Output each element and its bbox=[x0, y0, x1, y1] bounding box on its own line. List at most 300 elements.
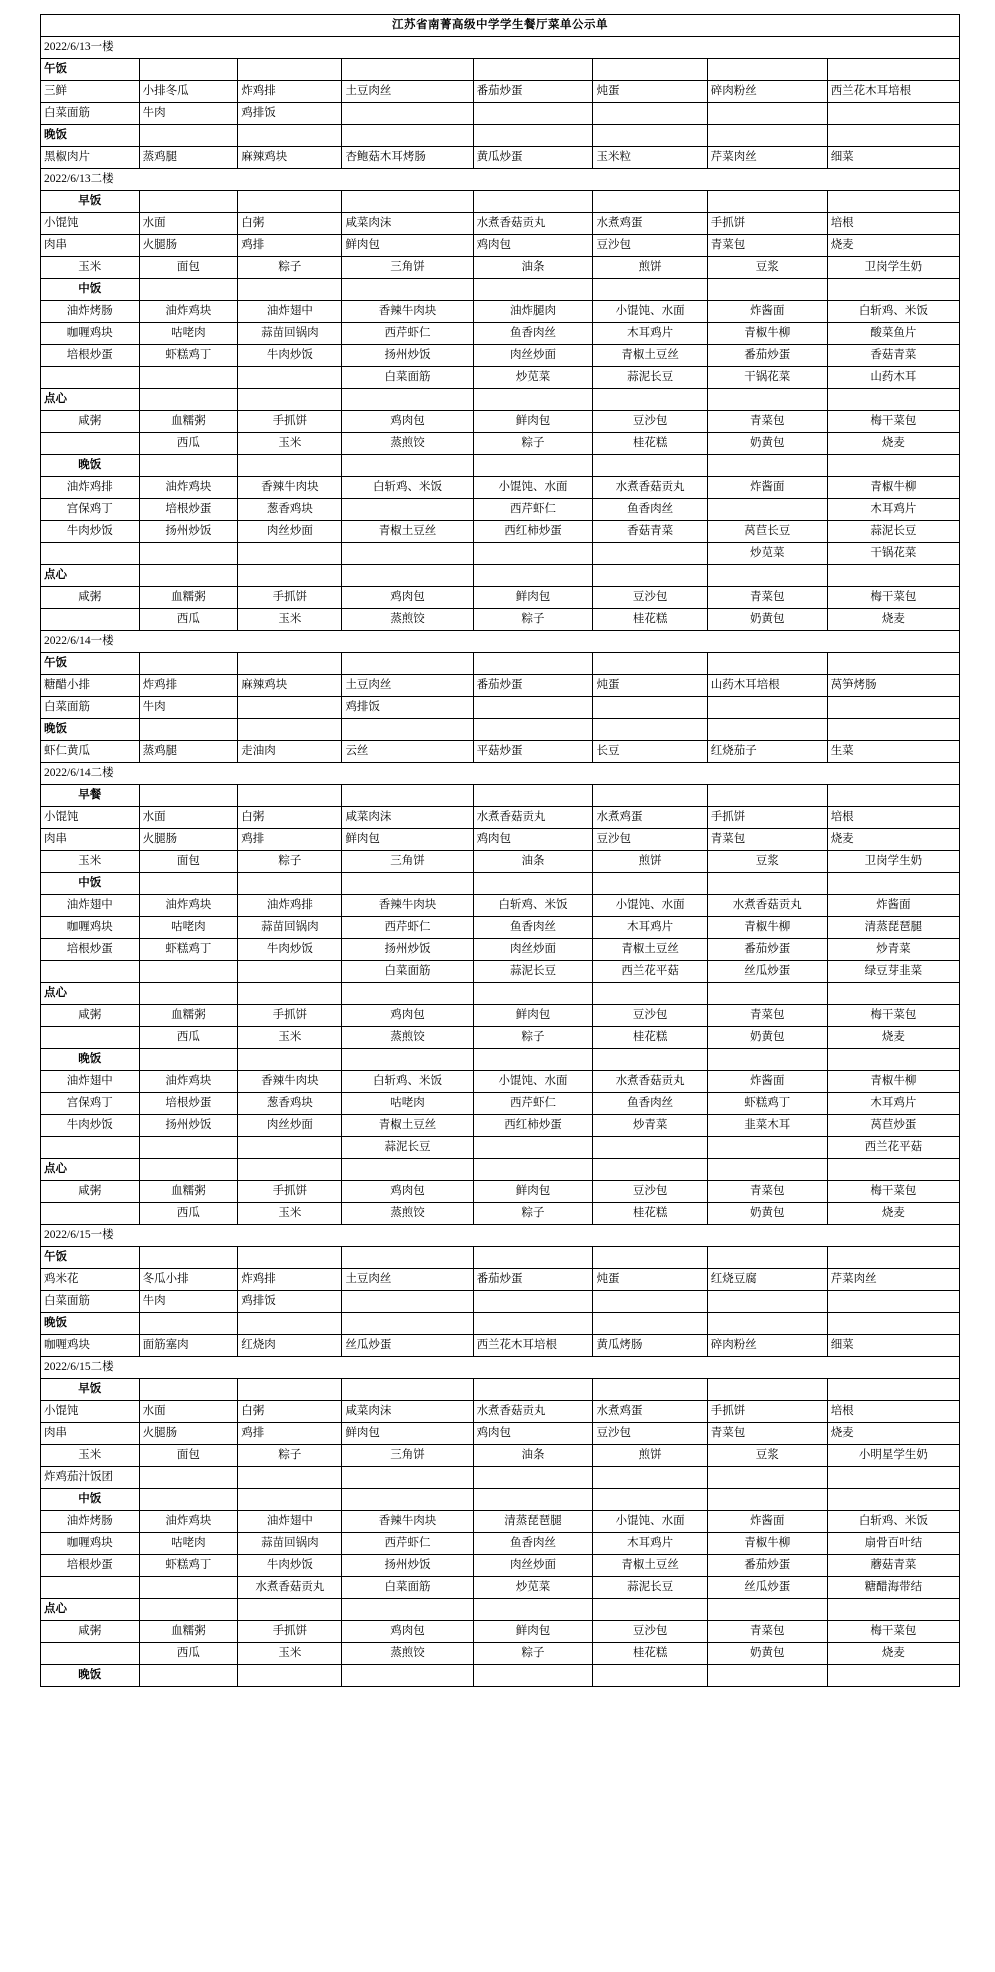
dish-cell: 玉米粒 bbox=[593, 147, 707, 169]
menu-row bbox=[41, 345, 960, 367]
dish-cell: 血糯粥 bbox=[139, 1181, 238, 1203]
empty-cell bbox=[593, 1379, 707, 1401]
dish-cell: 肉串 bbox=[41, 235, 140, 257]
dish-cell: 蒸煎饺 bbox=[342, 1203, 473, 1225]
dish-cell: 豆沙包 bbox=[593, 1005, 707, 1027]
menu-row bbox=[41, 323, 960, 345]
empty-cell bbox=[139, 785, 238, 807]
dish-cell: 红烧肉 bbox=[238, 1335, 342, 1357]
dish-cell: 手抓饼 bbox=[707, 1401, 827, 1423]
dish-cell: 粽子 bbox=[238, 1445, 342, 1467]
dish-cell: 桂花糕 bbox=[593, 433, 707, 455]
dish-cell: 水煮香菇贡丸 bbox=[473, 807, 593, 829]
menu-row bbox=[41, 697, 960, 719]
dish-cell: 炒苋菜 bbox=[707, 543, 827, 565]
menu-row bbox=[41, 609, 960, 631]
dish-cell: 炸酱面 bbox=[707, 301, 827, 323]
empty-cell bbox=[139, 455, 238, 477]
dish-cell: 油条 bbox=[473, 257, 593, 279]
dish-cell: 肉串 bbox=[41, 1423, 140, 1445]
dish-cell: 红烧豆腐 bbox=[707, 1269, 827, 1291]
dish-cell: 肉丝炒面 bbox=[473, 939, 593, 961]
empty-cell bbox=[593, 279, 707, 301]
dish-cell: 番茄炒蛋 bbox=[707, 1555, 827, 1577]
meal-label: 晚饭 bbox=[41, 1049, 140, 1071]
empty-cell bbox=[473, 1489, 593, 1511]
dish-cell: 红烧茄子 bbox=[707, 741, 827, 763]
dish-cell: 蒜苗回锅肉 bbox=[238, 323, 342, 345]
empty-cell bbox=[238, 455, 342, 477]
dish-cell: 西瓜 bbox=[139, 1027, 238, 1049]
dish-cell: 虾仁黄瓜 bbox=[41, 741, 140, 763]
dish-cell: 咸粥 bbox=[41, 1621, 140, 1643]
dish-cell: 咖喱鸡块 bbox=[41, 1335, 140, 1357]
dish-cell: 培根炒蛋 bbox=[41, 1555, 140, 1577]
empty-cell bbox=[139, 367, 238, 389]
dish-cell: 豆沙包 bbox=[593, 587, 707, 609]
dish-cell: 水煮香菇贡丸 bbox=[238, 1577, 342, 1599]
menu-row bbox=[41, 1423, 960, 1445]
dish-cell: 梅干菜包 bbox=[827, 1621, 959, 1643]
dish-cell: 鱼香肉丝 bbox=[593, 499, 707, 521]
empty-cell bbox=[707, 873, 827, 895]
meal-label: 早餐 bbox=[41, 785, 140, 807]
dish-cell: 蒜苗回锅肉 bbox=[238, 1533, 342, 1555]
dish-cell: 走油肉 bbox=[238, 741, 342, 763]
empty-cell bbox=[342, 1291, 473, 1313]
empty-cell bbox=[342, 1467, 473, 1489]
dish-cell: 青菜包 bbox=[707, 1423, 827, 1445]
menu-row bbox=[41, 499, 960, 521]
empty-cell bbox=[593, 873, 707, 895]
dish-cell: 奶黄包 bbox=[707, 433, 827, 455]
empty-cell bbox=[593, 1313, 707, 1335]
dish-cell: 煎饼 bbox=[593, 257, 707, 279]
dish-cell: 面包 bbox=[139, 851, 238, 873]
dish-cell: 蒜泥长豆 bbox=[593, 1577, 707, 1599]
empty-cell bbox=[139, 59, 238, 81]
dish-cell: 青椒牛柳 bbox=[827, 477, 959, 499]
dish-cell: 牛肉炒饭 bbox=[41, 521, 140, 543]
dish-cell: 梅干菜包 bbox=[827, 1005, 959, 1027]
dish-cell: 豆沙包 bbox=[593, 829, 707, 851]
dish-cell: 长豆 bbox=[593, 741, 707, 763]
dish-cell: 鸡肉包 bbox=[342, 1181, 473, 1203]
dish-cell: 豆浆 bbox=[707, 257, 827, 279]
meal-label: 早饭 bbox=[41, 191, 140, 213]
empty-cell bbox=[827, 565, 959, 587]
menu-row bbox=[41, 1027, 960, 1049]
dish-cell: 白粥 bbox=[238, 807, 342, 829]
empty-cell bbox=[827, 697, 959, 719]
dish-cell: 玉米 bbox=[41, 257, 140, 279]
empty-cell bbox=[593, 59, 707, 81]
dish-cell: 西兰花木耳培根 bbox=[827, 81, 959, 103]
meal-header-row bbox=[41, 873, 960, 895]
empty-cell bbox=[238, 697, 342, 719]
empty-cell bbox=[827, 279, 959, 301]
dish-cell: 咕咾肉 bbox=[139, 323, 238, 345]
empty-cell bbox=[238, 543, 342, 565]
menu-row bbox=[41, 213, 960, 235]
dish-cell: 白菜面筋 bbox=[342, 1577, 473, 1599]
empty-cell bbox=[593, 455, 707, 477]
dish-cell: 青椒土豆丝 bbox=[593, 345, 707, 367]
date-row bbox=[41, 1225, 960, 1247]
empty-cell bbox=[827, 1467, 959, 1489]
dish-cell: 蒜泥长豆 bbox=[827, 521, 959, 543]
menu-table bbox=[40, 14, 960, 1687]
dish-cell: 咸粥 bbox=[41, 1181, 140, 1203]
dish-cell: 手抓饼 bbox=[707, 807, 827, 829]
dish-cell: 番茄炒蛋 bbox=[707, 345, 827, 367]
empty-cell bbox=[238, 1247, 342, 1269]
dish-cell: 豆沙包 bbox=[593, 1423, 707, 1445]
dish-cell: 手抓饼 bbox=[238, 411, 342, 433]
empty-cell bbox=[238, 279, 342, 301]
empty-cell bbox=[707, 279, 827, 301]
dish-cell: 肉丝炒面 bbox=[238, 1115, 342, 1137]
empty-cell bbox=[707, 125, 827, 147]
dish-cell: 蒸煎饺 bbox=[342, 609, 473, 631]
empty-cell bbox=[342, 59, 473, 81]
empty-cell bbox=[593, 1489, 707, 1511]
dish-cell: 水面 bbox=[139, 807, 238, 829]
empty-cell bbox=[827, 103, 959, 125]
dish-cell: 桂花糕 bbox=[593, 609, 707, 631]
empty-cell bbox=[238, 961, 342, 983]
dish-cell: 油炸翅中 bbox=[41, 895, 140, 917]
empty-cell bbox=[41, 1643, 140, 1665]
dish-cell: 香辣牛肉块 bbox=[238, 477, 342, 499]
empty-cell bbox=[593, 719, 707, 741]
menu-row bbox=[41, 1555, 960, 1577]
date-row bbox=[41, 631, 960, 653]
empty-cell bbox=[342, 279, 473, 301]
empty-cell bbox=[342, 1599, 473, 1621]
empty-cell bbox=[139, 653, 238, 675]
dish-cell: 油炸翅中 bbox=[41, 1071, 140, 1093]
dish-cell: 平菇炒蛋 bbox=[473, 741, 593, 763]
empty-cell bbox=[473, 719, 593, 741]
dish-cell: 蒜泥长豆 bbox=[473, 961, 593, 983]
menu-row bbox=[41, 851, 960, 873]
meal-header-row bbox=[41, 653, 960, 675]
empty-cell bbox=[139, 1247, 238, 1269]
empty-cell bbox=[473, 59, 593, 81]
dish-cell: 炸鸡茄汁饭团 bbox=[41, 1467, 140, 1489]
dish-cell: 鸡排饭 bbox=[238, 103, 342, 125]
empty-cell bbox=[707, 455, 827, 477]
empty-cell bbox=[473, 1379, 593, 1401]
dish-cell: 鸡肉包 bbox=[342, 587, 473, 609]
empty-cell bbox=[41, 543, 140, 565]
dish-cell: 小馄饨、水面 bbox=[593, 895, 707, 917]
empty-cell bbox=[238, 1313, 342, 1335]
date-label: 2022/6/14二楼 bbox=[41, 763, 960, 785]
meal-header-row bbox=[41, 1159, 960, 1181]
dish-cell: 烧麦 bbox=[827, 609, 959, 631]
dish-cell: 油条 bbox=[473, 851, 593, 873]
dish-cell: 血糯粥 bbox=[139, 587, 238, 609]
date-row bbox=[41, 169, 960, 191]
empty-cell bbox=[827, 125, 959, 147]
dish-cell: 蒜泥长豆 bbox=[593, 367, 707, 389]
dish-cell: 牛肉 bbox=[139, 1291, 238, 1313]
dish-cell: 鸡肉包 bbox=[342, 1621, 473, 1643]
dish-cell: 西兰花平菇 bbox=[593, 961, 707, 983]
menu-row bbox=[41, 301, 960, 323]
dish-cell: 烧麦 bbox=[827, 1643, 959, 1665]
date-label: 2022/6/13二楼 bbox=[41, 169, 960, 191]
empty-cell bbox=[827, 455, 959, 477]
dish-cell: 油炸翅中 bbox=[238, 1511, 342, 1533]
dish-cell: 玉米 bbox=[238, 1027, 342, 1049]
dish-cell: 蒸鸡腿 bbox=[139, 741, 238, 763]
dish-cell: 宫保鸡丁 bbox=[41, 499, 140, 521]
empty-cell bbox=[238, 1467, 342, 1489]
dish-cell: 培根炒蛋 bbox=[41, 345, 140, 367]
empty-cell bbox=[342, 785, 473, 807]
dish-cell: 牛肉 bbox=[139, 697, 238, 719]
dish-cell: 三角饼 bbox=[342, 1445, 473, 1467]
dish-cell: 鲜肉包 bbox=[473, 587, 593, 609]
empty-cell bbox=[827, 59, 959, 81]
page-title: 江苏省南菁高级中学学生餐厅菜单公示单 bbox=[41, 15, 960, 37]
dish-cell: 白菜面筋 bbox=[342, 367, 473, 389]
empty-cell bbox=[593, 1665, 707, 1687]
empty-cell bbox=[473, 653, 593, 675]
dish-cell: 煎饼 bbox=[593, 851, 707, 873]
empty-cell bbox=[139, 873, 238, 895]
dish-cell: 梅干菜包 bbox=[827, 1181, 959, 1203]
dish-cell: 桂花糕 bbox=[593, 1643, 707, 1665]
date-row bbox=[41, 1357, 960, 1379]
dish-cell: 蒸煎饺 bbox=[342, 1643, 473, 1665]
dish-cell: 细菜 bbox=[827, 1335, 959, 1357]
menu-row bbox=[41, 147, 960, 169]
empty-cell bbox=[342, 1247, 473, 1269]
meal-label: 晚饭 bbox=[41, 125, 140, 147]
empty-cell bbox=[827, 1665, 959, 1687]
menu-row bbox=[41, 829, 960, 851]
dish-cell: 培根 bbox=[827, 807, 959, 829]
menu-row bbox=[41, 1005, 960, 1027]
dish-cell: 培根 bbox=[827, 213, 959, 235]
dish-cell: 白斩鸡、米饭 bbox=[827, 301, 959, 323]
dish-cell: 手抓饼 bbox=[238, 1181, 342, 1203]
meal-label: 点心 bbox=[41, 1599, 140, 1621]
dish-cell: 土豆肉丝 bbox=[342, 81, 473, 103]
dish-cell: 番茄炒蛋 bbox=[707, 939, 827, 961]
dish-cell: 土豆肉丝 bbox=[342, 1269, 473, 1291]
empty-cell bbox=[473, 785, 593, 807]
dish-cell: 虾糕鸡丁 bbox=[139, 345, 238, 367]
meal-header-row bbox=[41, 565, 960, 587]
dish-cell: 面包 bbox=[139, 1445, 238, 1467]
dish-cell: 韭菜木耳 bbox=[707, 1115, 827, 1137]
meal-header-row bbox=[41, 279, 960, 301]
dish-cell: 烧麦 bbox=[827, 235, 959, 257]
dish-cell: 烧麦 bbox=[827, 829, 959, 851]
dish-cell: 鸡肉包 bbox=[473, 235, 593, 257]
dish-cell: 咕咾肉 bbox=[139, 1533, 238, 1555]
empty-cell bbox=[342, 653, 473, 675]
empty-cell bbox=[707, 191, 827, 213]
meal-label: 中饭 bbox=[41, 279, 140, 301]
dish-cell: 培根炒蛋 bbox=[139, 1093, 238, 1115]
empty-cell bbox=[707, 653, 827, 675]
empty-cell bbox=[473, 191, 593, 213]
dish-cell: 青椒牛柳 bbox=[827, 1071, 959, 1093]
meal-header-row bbox=[41, 125, 960, 147]
dish-cell: 白菜面筋 bbox=[41, 1291, 140, 1313]
empty-cell bbox=[41, 609, 140, 631]
menu-row bbox=[41, 1467, 960, 1489]
dish-cell: 咖喱鸡块 bbox=[41, 1533, 140, 1555]
empty-cell bbox=[593, 1599, 707, 1621]
menu-row bbox=[41, 1643, 960, 1665]
title-row bbox=[41, 15, 960, 37]
meal-label: 晚饭 bbox=[41, 1665, 140, 1687]
empty-cell bbox=[473, 565, 593, 587]
dish-cell: 小馄饨 bbox=[41, 807, 140, 829]
dish-cell: 咸菜肉沫 bbox=[342, 807, 473, 829]
menu-row bbox=[41, 1577, 960, 1599]
dish-cell: 鸡排 bbox=[238, 829, 342, 851]
empty-cell bbox=[342, 1049, 473, 1071]
empty-cell bbox=[827, 1159, 959, 1181]
dish-cell: 香辣牛肉块 bbox=[342, 301, 473, 323]
dish-cell: 水煮香菇贡丸 bbox=[593, 1071, 707, 1093]
dish-cell: 玉米 bbox=[238, 609, 342, 631]
dish-cell: 清蒸琵琶腿 bbox=[827, 917, 959, 939]
empty-cell bbox=[827, 1599, 959, 1621]
meal-header-row bbox=[41, 1489, 960, 1511]
dish-cell: 西瓜 bbox=[139, 1203, 238, 1225]
empty-cell bbox=[139, 1159, 238, 1181]
dish-cell: 蒸煎饺 bbox=[342, 433, 473, 455]
dish-cell: 炖蛋 bbox=[593, 1269, 707, 1291]
meal-header-row bbox=[41, 1665, 960, 1687]
dish-cell: 炖蛋 bbox=[593, 81, 707, 103]
dish-cell: 扬州炒饭 bbox=[342, 939, 473, 961]
dish-cell: 小馄饨 bbox=[41, 213, 140, 235]
dish-cell: 火腿肠 bbox=[139, 235, 238, 257]
empty-cell bbox=[139, 1137, 238, 1159]
dish-cell: 炸酱面 bbox=[707, 1071, 827, 1093]
empty-cell bbox=[593, 103, 707, 125]
empty-cell bbox=[593, 653, 707, 675]
dish-cell: 粽子 bbox=[238, 851, 342, 873]
empty-cell bbox=[238, 983, 342, 1005]
dish-cell: 卫岗学生奶 bbox=[827, 851, 959, 873]
empty-cell bbox=[593, 191, 707, 213]
dish-cell: 火腿肠 bbox=[139, 1423, 238, 1445]
meal-header-row bbox=[41, 719, 960, 741]
empty-cell bbox=[707, 103, 827, 125]
dish-cell: 奶黄包 bbox=[707, 1027, 827, 1049]
empty-cell bbox=[238, 785, 342, 807]
dish-cell: 油炸烤肠 bbox=[41, 301, 140, 323]
dish-cell: 牛肉炒饭 bbox=[238, 345, 342, 367]
empty-cell bbox=[139, 1379, 238, 1401]
dish-cell: 炖蛋 bbox=[593, 675, 707, 697]
dish-cell: 丝瓜炒蛋 bbox=[342, 1335, 473, 1357]
dish-cell: 麻辣鸡块 bbox=[238, 147, 342, 169]
meal-header-row bbox=[41, 1379, 960, 1401]
empty-cell bbox=[238, 1599, 342, 1621]
menu-row bbox=[41, 521, 960, 543]
dish-cell: 牛肉炒饭 bbox=[238, 939, 342, 961]
empty-cell bbox=[593, 1049, 707, 1071]
dish-cell: 炒青菜 bbox=[593, 1115, 707, 1137]
empty-cell bbox=[827, 389, 959, 411]
empty-cell bbox=[707, 1247, 827, 1269]
dish-cell: 青菜包 bbox=[707, 1621, 827, 1643]
empty-cell bbox=[139, 543, 238, 565]
empty-cell bbox=[473, 455, 593, 477]
empty-cell bbox=[342, 455, 473, 477]
dish-cell: 面筋塞肉 bbox=[139, 1335, 238, 1357]
dish-cell: 糖醋海带结 bbox=[827, 1577, 959, 1599]
empty-cell bbox=[342, 565, 473, 587]
empty-cell bbox=[593, 1247, 707, 1269]
empty-cell bbox=[238, 1049, 342, 1071]
dish-cell: 水煮香菇贡丸 bbox=[593, 477, 707, 499]
menu-row bbox=[41, 587, 960, 609]
dish-cell: 咕咾肉 bbox=[139, 917, 238, 939]
menu-row bbox=[41, 235, 960, 257]
menu-row bbox=[41, 807, 960, 829]
menu-row bbox=[41, 433, 960, 455]
empty-cell bbox=[707, 1291, 827, 1313]
dish-cell: 鲜肉包 bbox=[473, 1005, 593, 1027]
empty-cell bbox=[707, 1379, 827, 1401]
dish-cell: 粽子 bbox=[473, 1203, 593, 1225]
empty-cell bbox=[342, 1159, 473, 1181]
dish-cell: 芹菜肉丝 bbox=[827, 1269, 959, 1291]
date-row bbox=[41, 763, 960, 785]
dish-cell: 玉米 bbox=[41, 1445, 140, 1467]
dish-cell: 梅干菜包 bbox=[827, 411, 959, 433]
dish-cell: 云丝 bbox=[342, 741, 473, 763]
dish-cell: 桂花糕 bbox=[593, 1203, 707, 1225]
dish-cell: 小排冬瓜 bbox=[139, 81, 238, 103]
empty-cell bbox=[473, 697, 593, 719]
empty-cell bbox=[707, 785, 827, 807]
meal-label: 点心 bbox=[41, 983, 140, 1005]
dish-cell: 桂花糕 bbox=[593, 1027, 707, 1049]
dish-cell: 扬州炒饭 bbox=[139, 1115, 238, 1137]
menu-row bbox=[41, 1291, 960, 1313]
dish-cell: 番茄炒蛋 bbox=[473, 81, 593, 103]
meal-header-row bbox=[41, 191, 960, 213]
menu-row bbox=[41, 961, 960, 983]
dish-cell: 西瓜 bbox=[139, 433, 238, 455]
dish-cell: 油炸腿肉 bbox=[473, 301, 593, 323]
dish-cell: 炸酱面 bbox=[707, 1511, 827, 1533]
dish-cell: 扬州炒饭 bbox=[139, 521, 238, 543]
dish-cell: 番茄炒蛋 bbox=[473, 1269, 593, 1291]
meal-label: 晚饭 bbox=[41, 455, 140, 477]
dish-cell: 西瓜 bbox=[139, 1643, 238, 1665]
dish-cell: 咸粥 bbox=[41, 1005, 140, 1027]
meal-label: 中饭 bbox=[41, 873, 140, 895]
empty-cell bbox=[139, 389, 238, 411]
dish-cell: 黄瓜炒蛋 bbox=[473, 147, 593, 169]
dish-cell: 香菇青菜 bbox=[593, 521, 707, 543]
